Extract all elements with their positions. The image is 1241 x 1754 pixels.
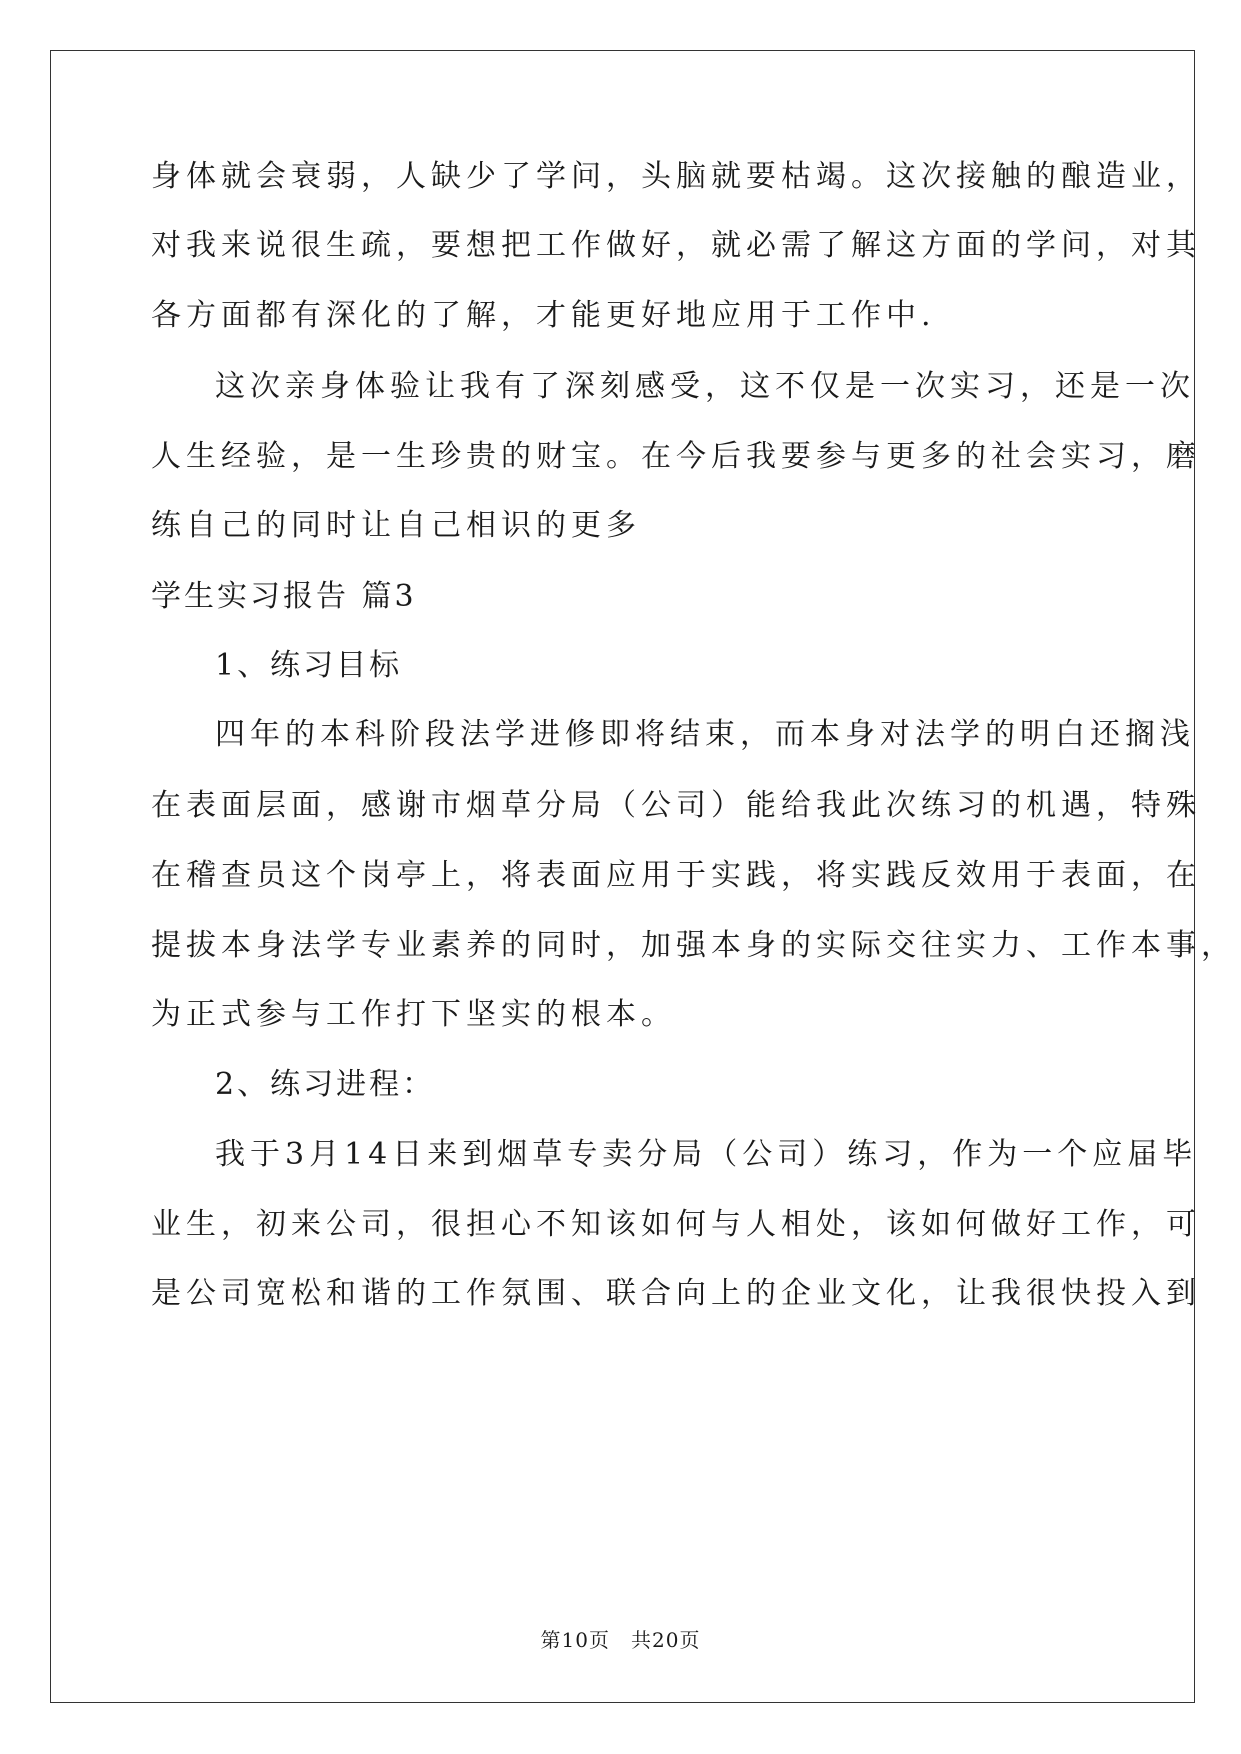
paragraph-line: 我于3月14日来到烟草专卖分局（公司）练习，作为一个应届毕 — [215, 1137, 1198, 1172]
paragraph-line: 四年的本科阶段法学进修即将结束，而本身对法学的明白还搁浅 — [215, 717, 1195, 752]
paragraph-line: 人生经验，是一生珍贵的财宝。在今后我要参与更多的社会实习，磨 — [151, 439, 1201, 474]
page-number-footer: 第10页 共20页 — [540, 1628, 701, 1652]
paragraph-line: 为正式参与工作打下坚实的根本。 — [151, 997, 676, 1032]
paragraph-line: 业生，初来公司，很担心不知该如何与人相处，该如何做好工作，可 — [151, 1207, 1201, 1242]
paragraph-line: 身体就会衰弱，人缺少了学问，头脑就要枯竭。这次接触的酿造业， — [151, 159, 1201, 194]
subsection-heading: 2、练习进程： — [215, 1067, 436, 1102]
paragraph-line: 各方面都有深化的了解，才能更好地应用于工作中. — [151, 298, 936, 333]
subsection-heading: 1、练习目标 — [215, 648, 403, 683]
paragraph-line: 这次亲身体验让我有了深刻感受，这不仅是一次实习，还是一次 — [215, 369, 1195, 404]
paragraph-line: 在稽查员这个岗亭上，将表面应用于实践，将实践反效用于表面，在 — [151, 858, 1201, 893]
paragraph-line: 对我来说很生疏，要想把工作做好，就必需了解这方面的学问，对其 — [151, 228, 1201, 263]
paragraph-line: 在表面层面，感谢市烟草分局（公司）能给我此次练习的机遇，特殊 — [151, 788, 1201, 823]
paragraph-line: 是公司宽松和谐的工作氛围、联合向上的企业文化，让我很快投入到 — [151, 1276, 1201, 1311]
section-heading: 学生实习报告 篇3 — [151, 579, 417, 614]
paragraph-line: 提拔本身法学专业素养的同时，加强本身的实际交往实力、工作本事， — [151, 928, 1236, 963]
paragraph-line: 练自己的同时让自己相识的更多 — [151, 508, 641, 543]
